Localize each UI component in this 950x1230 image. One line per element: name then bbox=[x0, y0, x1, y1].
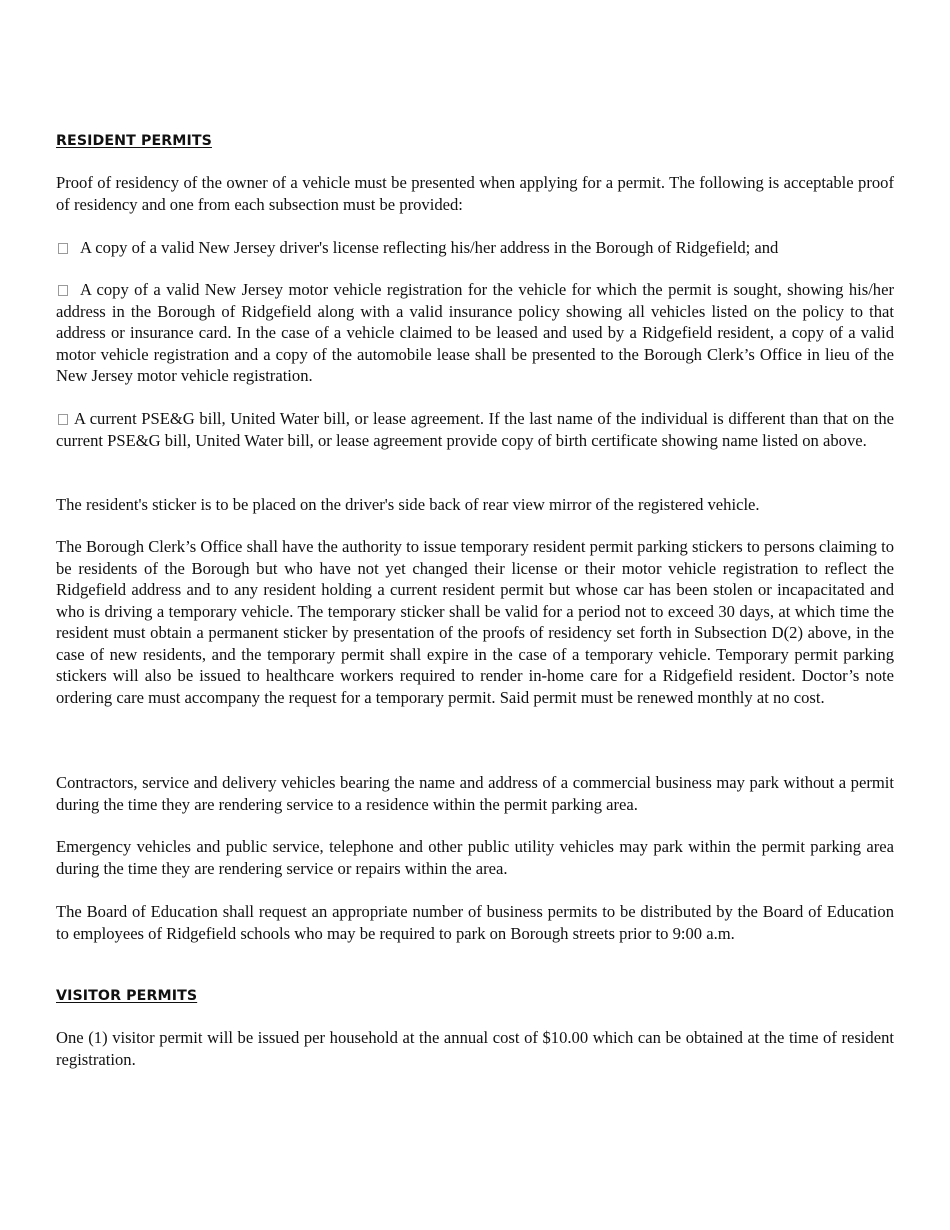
visitor-permits-heading: VISITOR PERMITS bbox=[56, 988, 198, 1004]
bullet-utility-bill-text: A current PSE&G bill, United Water bill, or lease agreement. If the last name of the individual is different than that on the current PSE&G bill, United Water bill, or lease agreement provide copy of birth certificate showing name listed on above. bbox=[56, 409, 894, 450]
bullet-drivers-license bbox=[56, 237, 894, 259]
bullet-box-icon bbox=[58, 285, 68, 296]
bullet-box-icon bbox=[58, 243, 68, 254]
sticker-placement-paragraph: The resident's sticker is to be placed on the driver's side back of rear view mirror of the registered vehicle. bbox=[56, 495, 760, 514]
board-of-education-paragraph: The Board of Education shall request an appropriate number of business permits to be distributed by the Board of Education to employees of Ridgefield schools who may be required to park on Borough streets prior to 9:00 a.m. bbox=[56, 902, 894, 943]
bullet-drivers-license-text: A copy of a valid New Jersey driver's license reflecting his/her address in the Borough of Ridgefield; and bbox=[80, 238, 779, 257]
residency-intro-paragraph: Proof of residency of the owner of a vehicle must be presented when applying for a permit. The following is acceptable proof of residency and one from each subsection must be provided: bbox=[56, 173, 894, 214]
temporary-permits-paragraph: The Borough Clerk’s Office shall have the authority to issue temporary resident permit parking stickers to persons claiming to be residents of the Borough but who have not yet changed their license or their motor vehicle registration to reflect the Ridgefield address and to any resident holding a current resident permit but whose car has been stolen or incapacitated and who is driving a temporary vehicle. The temporary sticker shall be valid for a period not to exceed 30 days, at which time the resident must obtain a permanent sticker by presentation of the proofs of residency set forth in Subsection D(2) above, in the case of new residents, and the temporary permit shall expire in the case of a temporary vehicle. Temporary permit parking stickers will also be issued to healthcare workers required to render in-home care for a Ridgefield resident. Doctor’s note ordering care must accompany the request for a temporary permit. Said permit must be renewed monthly at no cost. bbox=[56, 537, 894, 707]
resident-permits-heading: RESIDENT PERMITS bbox=[56, 133, 212, 149]
bullet-vehicle-registration bbox=[56, 279, 894, 387]
visitor-permits-paragraph: One (1) visitor permit will be issued per household at the annual cost of $10.00 which can be obtained at the time of resident registration. bbox=[56, 1028, 894, 1069]
bullet-utility-bill bbox=[56, 408, 894, 451]
emergency-vehicles-paragraph: Emergency vehicles and public service, telephone and other public utility vehicles may park within the permit parking area during the time they are rendering service or repairs within the area. bbox=[56, 837, 894, 878]
bullet-vehicle-registration-text: A copy of a valid New Jersey motor vehicle registration for the vehicle for which the permit is sought, showing his/her address in the Borough of Ridgefield along with a valid insurance policy showing all vehicles listed on the policy to that address or insurance card. In the case of a vehicle claimed to be leased and used by a Ridgefield resident, a copy of a valid motor vehicle registration and a copy of the automobile lease shall be presented to the Borough Clerk’s Office in lieu of the New Jersey motor vehicle registration. bbox=[56, 280, 894, 385]
contractors-paragraph: Contractors, service and delivery vehicles bearing the name and address of a commercial business may park without a permit during the time they are rendering service to a residence within the permit parking area. bbox=[56, 773, 894, 814]
bullet-box-icon bbox=[58, 414, 68, 425]
